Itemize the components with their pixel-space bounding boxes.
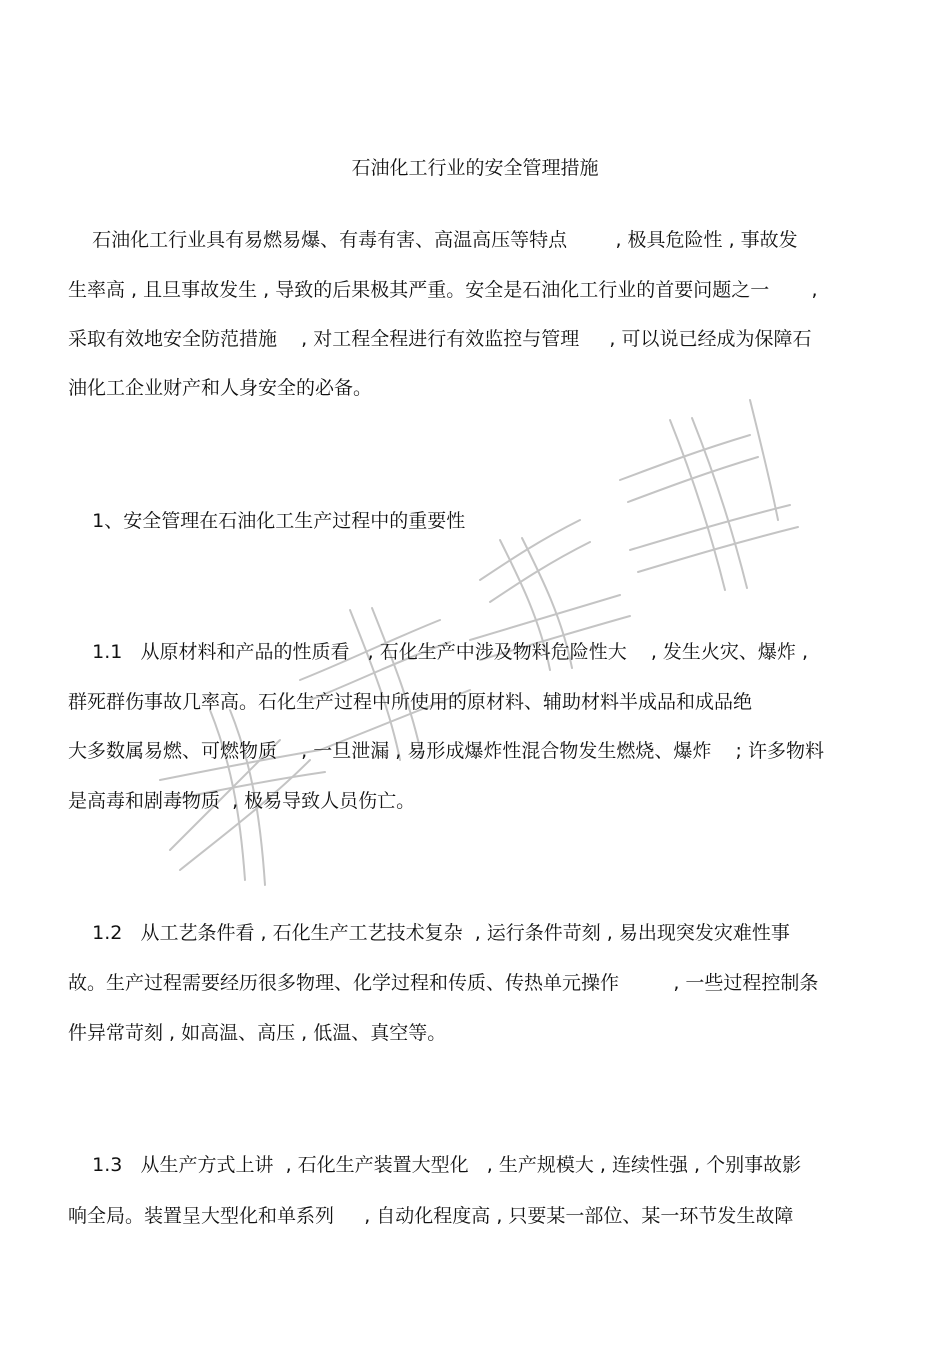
paragraph-1-2-line-3: 件异常苛刻 , 如高温、高压 , 低温、真空等。 [68,1022,447,1044]
paragraph-1-1-line-1: 1.1 从原材料和产品的性质看 , 石化生产中涉及物料危险性大 , 发生火灾、爆炸 , [68,641,809,663]
paragraph-1-2-line-1: 1.2 从工艺条件看 , 石化生产工艺技术复杂 , 运行条件苛刻 , 易出现突发灾难性事 [68,922,790,944]
paragraph-1-1-line-4: 是高毒和剧毒物质 , 极易导致人员伤亡。 [68,790,416,812]
intro-line-2: 生率高 , 且旦事故发生 , 导致的后果极其严重。安全是石油化工行业的首要问题之一 , [68,279,818,301]
paragraph-1-1-line-2: 群死群伤事故几率高。石化生产过程中所使用的原材料、辅助材料半成品和成品绝 [68,691,753,713]
paragraph-1-3-line-2: 响全局。装置呈大型化和单系列 , 自动化程度高 , 只要某一部位、某一环节发生故障 [68,1205,794,1227]
paragraph-1-2-line-2: 故。生产过程需要经历很多物理、化学过程和传质、传热单元操作 , 一些过程控制条 [68,972,819,994]
intro-line-3: 采取有效地安全防范措施 , 对工程全程进行有效监控与管理 , 可以说已经成为保障石 [68,328,812,350]
paragraph-1-1-line-3: 大多数属易燃、可燃物质 , 一旦泄漏 , 易形成爆炸性混合物发生燃烧、爆炸 ; 许多物料 [68,740,824,762]
intro-line-1: 石油化工行业具有易燃易爆、有毒有害、高温高压等特点 , 极具危险性 , 事故发 [68,229,798,251]
intro-line-4: 油化工企业财产和人身安全的必备。 [68,377,373,399]
section-heading: 1、安全管理在石油化工生产过程中的重要性 [68,510,466,532]
document-title: 石油化工行业的安全管理措施 [351,157,599,179]
paragraph-1-3-line-1: 1.3 从生产方式上讲 , 石化生产装置大型化 , 生产规模大 , 连续性强 , 个别事故影 [68,1154,802,1176]
